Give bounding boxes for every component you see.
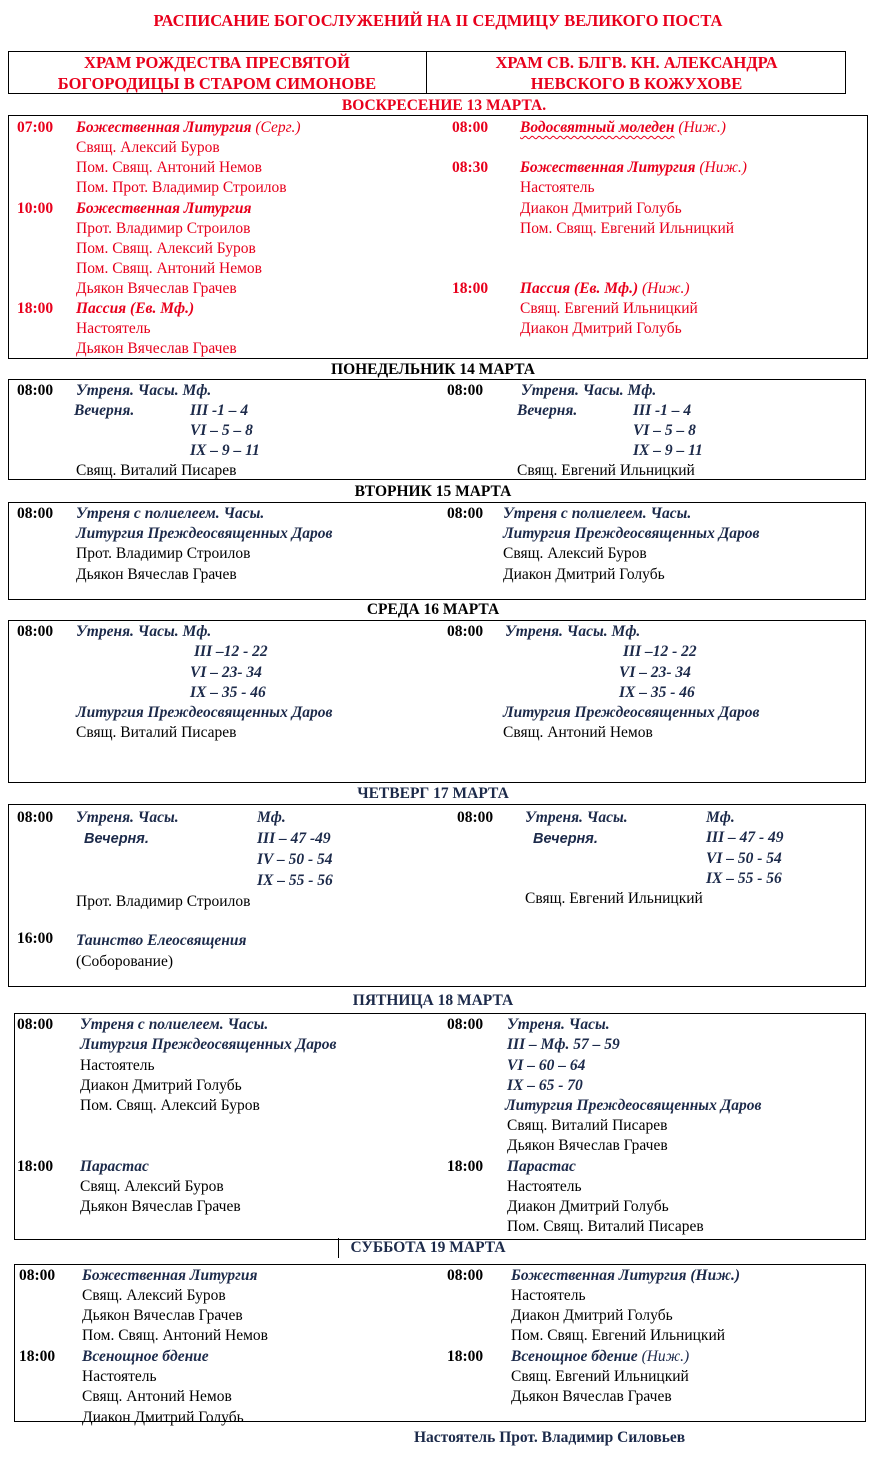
clergy-name: Дьякон Вячеслав Грачев: [511, 1388, 672, 1405]
clergy-name: Диакон Дмитрий Голубь: [520, 320, 682, 337]
clergy-name: Настоятель: [82, 1368, 157, 1385]
hours-reading: IX – 55 - 56: [257, 872, 333, 889]
hours-reading: IX – 35 - 46: [619, 684, 695, 701]
service-time: 08:30: [452, 159, 489, 176]
service-time: 08:00: [447, 505, 484, 522]
clergy-name: Диакон Дмитрий Голубь: [507, 1198, 669, 1215]
day-heading-thursday: ЧЕТВЕРГ 17 МАРТА: [357, 785, 509, 802]
service-time: 08:00: [19, 1267, 56, 1284]
service-time: 08:00: [447, 1267, 484, 1284]
service-time: 18:00: [19, 1348, 56, 1365]
service-title: Утреня с полиелеем. Часы.: [503, 505, 692, 522]
hours-reading: IX – 9 – 11: [633, 442, 703, 459]
clergy-name: Свящ. Евгений Ильницкий: [525, 890, 703, 907]
clergy-name: Пом. Свящ. Евгений Ильницкий: [520, 220, 735, 237]
clergy-name: Пом. Свящ. Алексий Буров: [80, 1097, 260, 1114]
hours-reading: III -1 – 4: [633, 402, 692, 419]
service-time: 18:00: [17, 1158, 54, 1175]
clergy-name: Пом. Свящ. Антоний Немов: [76, 260, 262, 277]
service-title: Вечерня.: [74, 402, 135, 419]
service-title: Пассия (Ев. Мф.): [76, 300, 195, 317]
service-time: 08:00: [447, 1016, 484, 1033]
clergy-name: Диакон Дмитрий Голубь: [82, 1409, 244, 1426]
hours-reading: IX – 65 - 70: [507, 1077, 583, 1094]
service-title: Всенощное бдение: [82, 1348, 209, 1365]
service-title: Литургия Преждеосвященных Даров: [76, 704, 333, 721]
clergy-name: Дьякон Вячеслав Грачев: [507, 1137, 668, 1154]
service-title: Литургия Преждеосвященных Даров: [503, 525, 760, 542]
service-time: 08:00: [447, 382, 484, 399]
service-title: Литургия Преждеосвященных Даров: [80, 1036, 337, 1053]
service-title: Всенощное бдение (Ниж.): [511, 1348, 690, 1365]
page-title: РАСПИСАНИЕ БОГОСЛУЖЕНИЙ НА II СЕДМИЦУ ВЕЛИКОГО ПОСТА: [153, 11, 723, 30]
clergy-name: Настоятель: [507, 1178, 582, 1195]
service-title: Утреня с полиелеем. Часы.: [76, 505, 265, 522]
service-title: Утреня. Часы.: [507, 1016, 610, 1033]
hours-reading: IV – 50 - 54: [257, 851, 333, 868]
clergy-name: Дьякон Вячеслав Грачев: [76, 280, 237, 297]
service-title: Пассия (Ев. Мф.) (Ниж.): [520, 280, 690, 297]
clergy-name: Дьякон Вячеслав Грачев: [76, 340, 237, 357]
service-time: 18:00: [447, 1158, 484, 1175]
service-title: Вечерня.: [517, 402, 578, 419]
service-title: Водосвятный моледен (Ниж.): [520, 119, 726, 136]
service-time: 18:00: [447, 1348, 484, 1365]
day-heading-friday: ПЯТНИЦА 18 МАРТА: [352, 992, 514, 1009]
hours-reading: III –12 - 22: [194, 643, 268, 660]
clergy-name: Пом. Свящ. Алексий Буров: [76, 240, 256, 257]
clergy-name: Диакон Дмитрий Голубь: [503, 566, 665, 583]
day-heading-saturday: СУББОТА 19 МАРТА: [350, 1239, 506, 1256]
hours-reading: IX – 55 - 56: [706, 870, 782, 887]
service-time: 08:00: [457, 809, 494, 826]
clergy-name: Пом. Свящ. Виталий Писарев: [507, 1218, 704, 1235]
clergy-name: Свящ. Виталий Писарев: [76, 462, 237, 479]
clergy-name: Свящ. Алексий Буров: [503, 545, 647, 562]
service-title: Парастас: [507, 1158, 576, 1175]
service-time: 07:00: [17, 119, 54, 136]
gospel-label: Мф.: [706, 809, 735, 826]
hours-reading: VI – 60 – 64: [507, 1057, 586, 1074]
service-title: Вечерня.: [533, 831, 598, 847]
footer-signature: Настоятель Прот. Владимир Силовьев: [414, 1429, 686, 1446]
service-title: Утреня с полиелеем. Часы.: [80, 1016, 269, 1033]
service-title: Литургия Преждеосвященных Даров: [503, 704, 760, 721]
clergy-name: Настоятель: [520, 179, 595, 196]
clergy-name: Свящ. Виталий Писарев: [76, 724, 237, 741]
day-heading-wednesday: СРЕДА 16 МАРТА: [366, 601, 500, 618]
hours-reading: VI – 23- 34: [619, 664, 691, 681]
service-title: Божественная Литургия: [76, 200, 252, 217]
day-heading-tuesday: ВТОРНИК 15 МАРТА: [354, 483, 512, 500]
service-title: Утреня. Часы.: [76, 809, 179, 826]
day-heading-sunday: ВОСКРЕСЕНИЕ 13 МАРТА.: [341, 97, 547, 114]
clergy-name: Пом. Прот. Владимир Строилов: [76, 179, 287, 196]
clergy-name: Настоятель: [511, 1287, 586, 1304]
clergy-name: Свящ. Антоний Немов: [82, 1388, 232, 1405]
clergy-name: Свящ. Антоний Немов: [503, 724, 653, 741]
hours-reading: III – Мф. 57 – 59: [507, 1036, 620, 1053]
clergy-name: (Соборование): [76, 953, 174, 970]
hours-reading: VI – 23- 34: [190, 664, 262, 681]
clergy-name: Диакон Дмитрий Голубь: [520, 200, 682, 217]
clergy-name: Диакон Дмитрий Голубь: [511, 1307, 673, 1324]
service-title: Вечерня.: [84, 831, 149, 847]
service-time: 16:00: [17, 930, 54, 947]
service-title: Литургия Преждеосвященных Даров: [505, 1097, 762, 1114]
hours-reading: III – 47 -49: [257, 830, 331, 847]
service-title: Божественная Литургия (Серг.): [76, 119, 301, 136]
clergy-name: Пом. Свящ. Евгений Ильницкий: [511, 1327, 726, 1344]
clergy-name: Пом. Свящ. Антоний Немов: [76, 159, 262, 176]
clergy-name: Свящ. Евгений Ильницкий: [520, 300, 698, 317]
service-time: 08:00: [452, 119, 489, 136]
service-title: Утреня. Часы. Мф.: [505, 623, 641, 640]
service-time: 10:00: [17, 200, 54, 217]
clergy-name: Прот. Владимир Строилов: [76, 545, 251, 562]
service-time: 18:00: [452, 280, 489, 297]
clergy-name: Настоятель: [80, 1057, 155, 1074]
clergy-name: Свящ. Алексий Буров: [80, 1178, 224, 1195]
service-time: 08:00: [17, 505, 54, 522]
clergy-name: Свящ. Евгений Ильницкий: [517, 462, 695, 479]
service-title: Парастас: [80, 1158, 149, 1175]
service-title: Утреня. Часы. Мф.: [521, 382, 657, 399]
service-title: Божественная Литургия: [82, 1267, 258, 1284]
clergy-name: Пом. Свящ. Антоний Немов: [82, 1327, 268, 1344]
clergy-name: Прот. Владимир Строилов: [76, 893, 251, 910]
day-heading-monday: ПОНЕДЕЛЬНИК 14 МАРТА: [331, 361, 535, 378]
church-right-name: ХРАМ СВ. БЛГВ. КН. АЛЕКСАНДРА НЕВСКОГО В КОЖУХОВЕ: [495, 53, 778, 93]
hours-reading: III –12 - 22: [623, 643, 697, 660]
service-title: Божественная Литургия (Ниж.): [511, 1267, 741, 1284]
service-title: Таинство Елеосвящения: [76, 932, 247, 949]
service-title: Утреня. Часы. Мф.: [76, 623, 212, 640]
clergy-name: Диакон Дмитрий Голубь: [80, 1077, 242, 1094]
hours-reading: IX – 9 – 11: [190, 442, 260, 459]
hours-reading: III – 47 - 49: [706, 829, 784, 846]
service-time: 08:00: [17, 623, 54, 640]
clergy-name: Прот. Владимир Строилов: [76, 220, 251, 237]
service-time: 08:00: [17, 809, 54, 826]
service-title: Божественная Литургия (Ниж.): [520, 159, 747, 176]
service-title: Утреня. Часы.: [525, 809, 628, 826]
hours-reading: VI – 5 – 8: [190, 422, 253, 439]
clergy-name: Свящ. Евгений Ильницкий: [511, 1368, 689, 1385]
service-time: 18:00: [17, 300, 54, 317]
gospel-label: Мф.: [257, 809, 286, 826]
clergy-name: Свящ. Виталий Писарев: [507, 1117, 668, 1134]
clergy-name: Настоятель: [76, 320, 151, 337]
hours-reading: III -1 – 4: [190, 402, 249, 419]
service-title: Утреня. Часы. Мф.: [76, 382, 212, 399]
clergy-name: Дьякон Вячеслав Грачев: [82, 1307, 243, 1324]
clergy-name: Дьякон Вячеслав Грачев: [80, 1198, 241, 1215]
hours-reading: VI – 50 - 54: [706, 850, 782, 867]
service-time: 08:00: [17, 382, 54, 399]
clergy-name: Свящ. Алексий Буров: [76, 139, 220, 156]
service-time: 08:00: [17, 1016, 54, 1033]
clergy-name: Дьякон Вячеслав Грачев: [76, 566, 237, 583]
service-time: 08:00: [447, 623, 484, 640]
church-left-name: ХРАМ РОЖДЕСТВА ПРЕСВЯТОЙ БОГОРОДИЦЫ В СТАРОМ СИМОНОВЕ: [57, 53, 377, 93]
day-box-wednesday: [8, 620, 866, 783]
hours-reading: VI – 5 – 8: [633, 422, 696, 439]
clergy-name: Свящ. Алексий Буров: [82, 1287, 226, 1304]
service-title: Литургия Преждеосвященных Даров: [76, 525, 333, 542]
hours-reading: IX – 35 - 46: [190, 684, 266, 701]
